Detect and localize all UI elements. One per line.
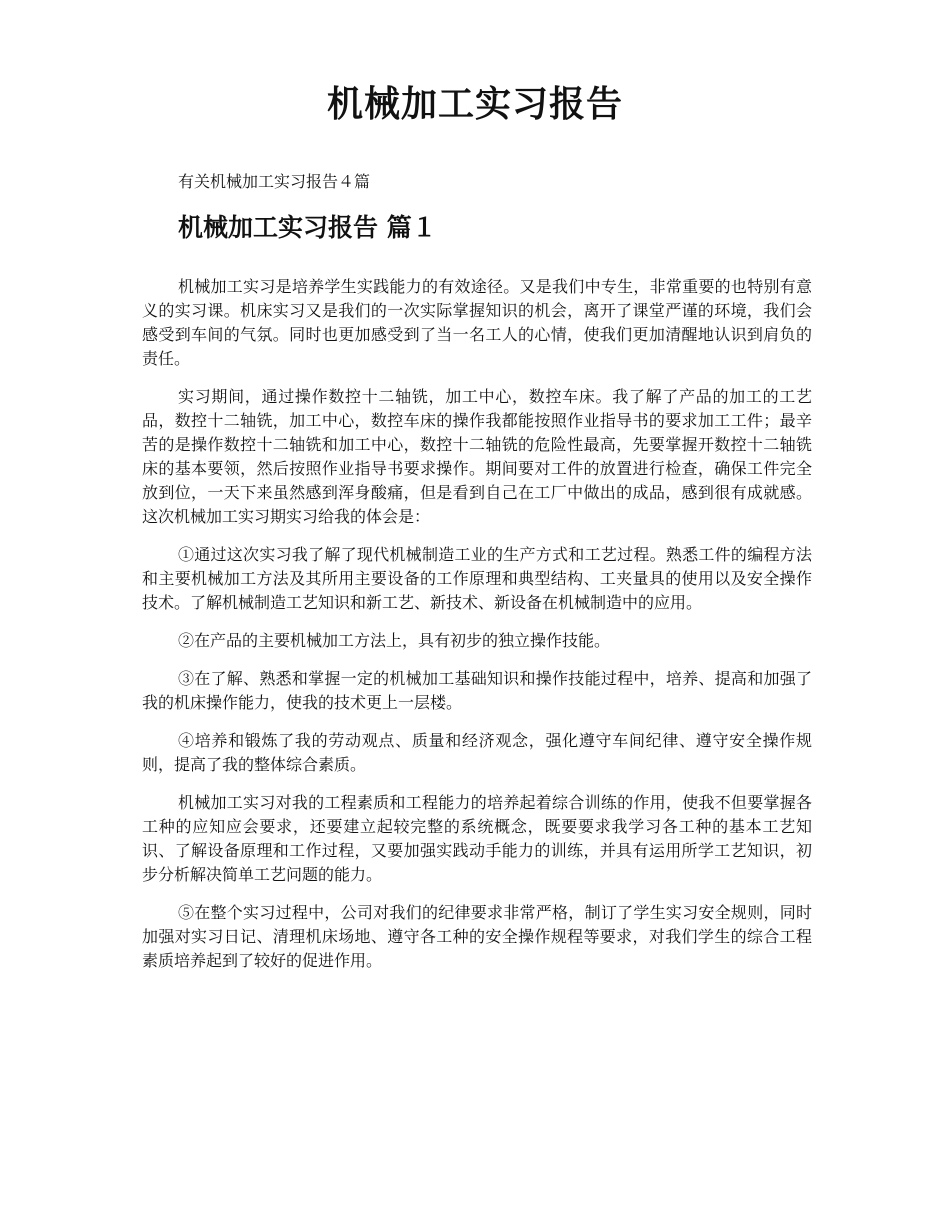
document-body bbox=[142, 275, 812, 987]
paragraph-7: 机械加工实习对我的工程素质和工程能力的培养起着综合训练的作用，使我不但要掌握各工种的应知应会要求，还要建立起较完整的系统概念，既要要求我学习各工种的基本工艺知识、了解设备原理和工作过程，又要加强实践动手能力的训练，并具有运用所学工艺知识，初步分析解决简单工艺问题的能力。 bbox=[142, 793, 812, 884]
document-subtitle: 有关机械加工实习报告４篇 bbox=[178, 172, 371, 191]
paragraph-2: 实习期间，通过操作数控十二轴铣，加工中心，数控车床。我了解了产品的加工的工艺品，数控十二轴铣，加工中心，数控车床的操作我都能按照作业指导书的要求加工工件；最辛苦的是操作数控十二轴铣和加工中心，数控十二轴铣的危险性最高，先要掌握开数控十二轴铣床的基本要领，然后按照作业指导书要求操作。期间要对工件的放置进行检查，确保工件完全放到位，一天下来虽然感到浑身酸痛，但是看到自己在工厂中做出的成品，感到很有成就感。这次机械加工实习期实习给我的体会是： bbox=[142, 387, 812, 526]
paragraph-8: ⑤在整个实习过程中，公司对我们的纪律要求非常严格，制订了学生实习安全规则，同时加强对实习日记、清理机床场地、遵守各工种的安全操作规程等要求，对我们学生的综合工程素质培养起到了较好的促进作用。 bbox=[142, 903, 812, 970]
document-title: 机械加工实习报告 bbox=[326, 83, 623, 125]
paragraph-1: 机械加工实习是培养学生实践能力的有效途径。又是我们中专生，非常重要的也特别有意义的实习课。机床实习又是我们的一次实际掌握知识的机会，离开了课堂严谨的环境，我们会感受到车间的气氛。同时也更加感受到了当一名工人的心情，使我们更加清醒地认识到肩负的责任。 bbox=[142, 277, 812, 368]
paragraph-6: ④培养和锻炼了我的劳动观点、质量和经济观念，强化遵守车间纪律、遵守安全操作规则，提高了我的整体综合素质。 bbox=[142, 731, 812, 774]
paragraph-3: ①通过这次实习我了解了现代机械制造工业的生产方式和工艺过程。熟悉工件的编程方法和主要机械加工方法及其所用主要设备的工作原理和典型结构、工夹量具的使用以及安全操作技术。了解机械制造工艺知识和新工艺、新技术、新设备在机械制造中的应用。 bbox=[142, 545, 812, 612]
section-heading: 机械加工实习报告 篇１ bbox=[178, 213, 437, 242]
paragraph-5: ③在了解、熟悉和掌握一定的机械加工基础知识和操作技能过程中，培养、提高和加强了我的机床操作能力，使我的技术更上一层楼。 bbox=[142, 669, 812, 712]
paragraph-4: ②在产品的主要机械加工方法上，具有初步的独立操作技能。 bbox=[178, 631, 611, 650]
